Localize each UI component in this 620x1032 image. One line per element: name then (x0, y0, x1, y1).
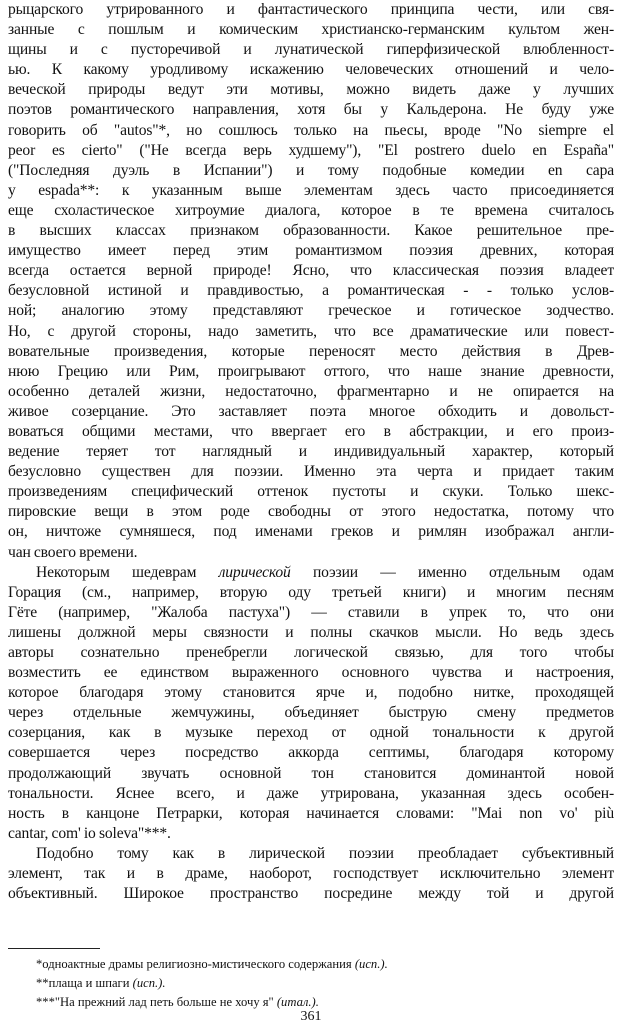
footnotes (8, 955, 614, 1012)
text-line: всегда остается верной природе! Ясно, что классическая поэзия владеет (8, 262, 614, 280)
text-line: ной; аналогию этому представляют греческое и готическое зодчество. (8, 302, 614, 320)
text-line: Гёте (например, "Жалоба пастуха") — ставили в упрек то, что они (8, 603, 614, 621)
text-line: веческой природы ведут эти мотивы, можно видеть даже у лучших (8, 81, 614, 99)
text-line: занные с пошлым и комическим христианско-германским культом жен- (8, 21, 614, 39)
text-line: щины и с пусторечивой и лунатической гиперфизической влюбленност- (8, 41, 614, 59)
text-line: вовательные произведения, которые переносят место действия в Древ- (8, 342, 614, 360)
text-line: нюю Грецию или Рим, проигрывают оттого, что наше знание древности, (8, 362, 614, 380)
text-line: лишены должной меры связности и полны скачков мысли. Но ведь здесь (8, 623, 614, 641)
text-line: созерцания, как в музыке переход от одной тональности к другой (8, 724, 614, 742)
text-line: живое созерцание. Это заставляет поэта многое обходить и довольст- (8, 402, 614, 420)
text-line: объективный. Широкое пространство посредине между той и другой (8, 885, 614, 903)
footnote-mark: * (36, 957, 43, 971)
footnote-divider (8, 948, 100, 949)
footnote-mark: *** (36, 995, 55, 1009)
paragraph-3 (8, 844, 614, 904)
text-line: ность в канцоне Петрарки, которая начинается словами: "Mai non vo' più (8, 804, 614, 822)
text-line: говорить об "autos"*, но сошлюсь только на пьесы, вроде "No siempre el (8, 121, 614, 139)
main-text (8, 0, 614, 904)
text-line: еще схоластическое хитроумие диалога, которое в те времена считалось (8, 201, 614, 219)
footnote-text: "На прежний лад петь больше не хочу я" (54, 995, 274, 1009)
emphasis-word: лирической (218, 563, 291, 581)
footnote-text: плаща и шпаги (48, 976, 130, 990)
text-line: он, ничтоже сумняшеся, под именами греков и римлян изображал англи- (8, 523, 614, 541)
text-line: авторы сознательно пренебрегли логической связью, для того чтобы (8, 644, 614, 661)
text-line: безусловной истиной и правдивостью, а романтическая - - только услов- (8, 282, 614, 300)
text-line: поэтов романтического направления, хотя бы у Кальдерона. Не буду уже (8, 101, 614, 119)
text-line: совершается через посредство аккорда септимы, благодаря которому (8, 744, 614, 762)
text-line: рыцарского утрированного и фантастического принципа чести, или свя- (8, 1, 614, 18)
text-line: пировские вещи в этом роде свободны от этого недостатка, потому что (8, 503, 614, 521)
footnote-language: (исп.). (132, 976, 166, 990)
text-line: элемент, так и в драме, наоборот, господствует исключительно элемент (8, 865, 614, 883)
paragraph-2-opening: Некоторым шедеврам лирической поэзии — именно отдельным одам (36, 563, 614, 581)
text-line: Подобно тому как в лирической поэзии преобладает субъективный (36, 844, 614, 862)
text-line: тональности. Яснее всего, и даже утрирована, указанная здесь особен- (8, 784, 614, 802)
text-line: ("Последняя дуэль в Испании") и тому подобные комедии en capa (8, 161, 614, 179)
footnote-text: одноактные драмы религиозно-мистического содержания (42, 957, 352, 971)
text-line: имущество имеет перед этим романтизмом поэзия древних, которая (8, 242, 614, 260)
text-line: Горация (см., например, вторую оду третьей книги) и многим песням (8, 583, 614, 601)
text-line: ью. К какому уродливому искажению человеческих отношений и чело- (8, 61, 614, 79)
text-line: особенно деталей жизни, недостаточно, фрагментарно и не опирается на (8, 382, 614, 400)
footnote-language: (исп.). (354, 957, 388, 971)
text-line: y espada**: к указанным выше элементам здесь часто присоединяется (8, 181, 614, 199)
book-page (8, 0, 614, 1032)
text-line (8, 563, 614, 583)
footnote-2 (8, 974, 614, 993)
paragraph-1 (8, 0, 614, 563)
text-line: ведение теряет тот наглядный и индивидуальный характер, который (8, 443, 614, 461)
text-line: cantar, com' io soleva"***. (8, 824, 171, 842)
text-line: возместить ее единством выраженного основного чувства и настроения, (8, 664, 614, 682)
paragraph-2 (8, 563, 614, 844)
page-number: 361 (300, 1009, 322, 1024)
text-line: продолжающий звучать основной тон становится доминантой новой (8, 764, 614, 782)
footnote-1 (8, 955, 614, 974)
footnote-language: (итал.). (276, 995, 319, 1009)
text-line: чан своего времени. (8, 543, 138, 561)
footnote-mark: ** (36, 976, 49, 990)
text-line: peor es cierto" ("Не всегда верь худшему"), "El postrero duelo en España" (8, 141, 614, 159)
text-line: которое благодаря этому становится ярче и, подобно нитке, проходящей (8, 684, 614, 702)
text-line: через отдельные жемчужины, объединяет быструю смену предметов (8, 704, 614, 722)
text-line: безусловно существен для поэзии. Именно эта черта и придает таким (8, 463, 614, 481)
text-line: в высших классах признаком образованности. Какое решительное пре- (8, 222, 614, 240)
text-line: воваться общими местами, что ввергает его в абстракции, и его произ- (8, 422, 614, 440)
text-line: произведениям специфический оттенок пустоты и скуки. Только шекс- (8, 483, 614, 501)
text-line: Но, с другой стороны, надо заметить, что все драматические или повест- (8, 322, 614, 340)
